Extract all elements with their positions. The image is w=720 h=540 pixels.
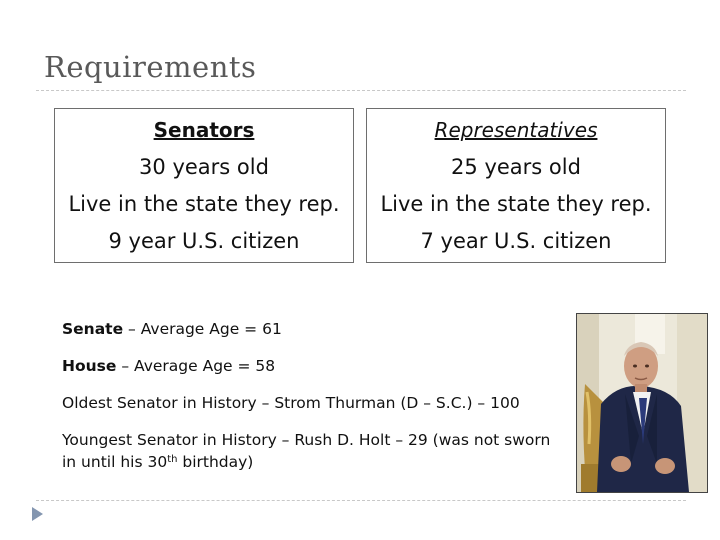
house-average-age [62, 355, 562, 377]
house-label: House [62, 357, 117, 375]
youngest-senator-fact [62, 429, 562, 473]
senators-requirements-box [54, 108, 354, 263]
representatives-heading: Representatives [434, 118, 598, 142]
next-slide-arrow-icon[interactable] [32, 507, 43, 521]
title-divider [36, 90, 686, 91]
portrait-photo [576, 313, 708, 493]
senators-citizenship-requirement: 9 year U.S. citizen [108, 229, 300, 253]
representatives-citizenship-requirement: 7 year U.S. citizen [420, 229, 612, 253]
senators-residency-requirement: Live in the state they rep. [68, 192, 340, 216]
senate-average-age-text: – Average Age = 61 [123, 320, 282, 338]
footer-divider [36, 500, 686, 501]
ordinal-suffix: th [167, 454, 178, 465]
representatives-age-requirement: 25 years old [451, 155, 581, 179]
portrait-photo-icon [577, 314, 707, 492]
youngest-senator-text: Youngest Senator in History – Rush D. Holt – 29 (was not sworn in until his 30 [62, 431, 551, 471]
house-average-age-text: – Average Age = 58 [116, 357, 276, 375]
representatives-requirements-box [366, 108, 666, 263]
oldest-senator-fact: Oldest Senator in History – Strom Thurman (D – S.C.) – 100 [62, 394, 520, 412]
representatives-residency-requirement: Live in the state they rep. [380, 192, 652, 216]
senators-heading: Senators [153, 118, 255, 142]
senators-age-requirement: 30 years old [139, 155, 269, 179]
slide-title: Requirements [44, 50, 257, 84]
senate-average-age [62, 318, 562, 340]
youngest-senator-text-end: birthday) [177, 453, 254, 471]
congress-facts [62, 318, 562, 488]
senate-label: Senate [62, 320, 124, 338]
